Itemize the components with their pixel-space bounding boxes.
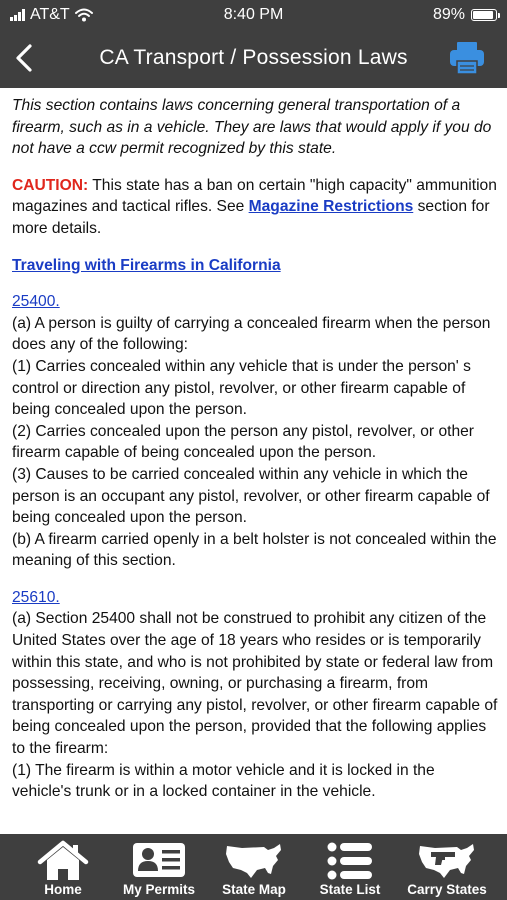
tab-my-permits-label: My Permits xyxy=(122,882,196,897)
magazine-restrictions-link[interactable]: Magazine Restrictions xyxy=(248,198,414,216)
tab-state-list[interactable] xyxy=(308,834,392,900)
page-title: CA Transport / Possession Laws xyxy=(99,46,408,69)
law-line: (a) A person is guilty of carrying a concealed firearm when the person does any of the following: xyxy=(12,314,491,354)
law-content[interactable] xyxy=(12,95,498,833)
tab-home-label: Home xyxy=(44,882,82,897)
tab-home[interactable] xyxy=(22,834,104,900)
printer-icon[interactable] xyxy=(449,41,485,75)
map-pistol-icon xyxy=(417,840,477,882)
law-line: (2) Carries concealed upon the person any pistol, revolver, or other firearm capable of being concealed upon the person. xyxy=(12,422,474,462)
law-section-25610 xyxy=(12,587,498,803)
law-line: (1) Carries concealed within any vehicle that is under the person' s control or direction any pistol, revolver, or other firearm capable of being concealed upon the person. xyxy=(12,357,471,419)
tab-carry-states[interactable] xyxy=(400,834,494,900)
tab-state-map-label: State Map xyxy=(222,882,286,897)
intro-paragraph: This section contains laws concerning general transportation of a firearm, such as in a vehicle. They are laws that would apply if you do not have a ccw permit recognized by this state. xyxy=(12,97,492,158)
nav-bar xyxy=(0,30,507,88)
id-card-icon xyxy=(131,840,187,880)
section-code-link[interactable]: 25400. xyxy=(12,293,60,311)
traveling-heading-link[interactable]: Traveling with Firearms in California xyxy=(12,256,281,274)
caution-text: This state has a ban on certain "high capacity" ammunition magazines and tactical rifles. See xyxy=(12,176,497,216)
tab-bar xyxy=(0,834,507,900)
section-code-link[interactable]: 25610. xyxy=(12,588,60,606)
tab-my-permits[interactable] xyxy=(116,834,202,900)
law-section-25400 xyxy=(12,291,498,572)
battery-percent: 89% xyxy=(432,6,465,23)
tab-carry-states-label: Carry States xyxy=(407,882,487,897)
house-icon xyxy=(37,840,89,882)
caution-paragraph xyxy=(12,175,498,240)
caution-text-end: section for more details. xyxy=(12,198,490,237)
tab-state-list-label: State List xyxy=(319,882,381,897)
law-line: (b) A firearm carried openly in a belt holster is not concealed within the meaning of this section. xyxy=(12,530,497,570)
law-line: (1) The firearm is within a motor vehicle and it is locked in the vehicle's trunk or in a locked container in the vehicle. xyxy=(12,761,435,801)
status-right xyxy=(433,6,497,24)
caution-label: CAUTION: xyxy=(12,176,89,194)
tab-state-map[interactable] xyxy=(214,834,294,900)
battery-icon xyxy=(471,9,497,21)
law-line: (a) Section 25400 shall not be construed to prohibit any citizen of the United States over the age of 18 years who resides or is temporarily within this state, and who is not prohibited by state or federal law from possessing, receiving, owning, or purchasing a firearm, from transporting or carrying any pistol, revolver, or other firearm capable of being concealed upon the person, provided that the following applies to the firearm: xyxy=(12,610,498,758)
status-bar xyxy=(0,0,507,30)
list-icon xyxy=(327,840,373,882)
status-time: 8:40 PM xyxy=(223,6,284,23)
us-map-icon xyxy=(224,840,284,882)
law-line: (3) Causes to be carried concealed within any vehicle in which the person is an occupant any pistol, revolver, or other firearm capable of being concealed upon the person. xyxy=(12,465,490,527)
carrier-name: AT&T xyxy=(30,6,70,23)
